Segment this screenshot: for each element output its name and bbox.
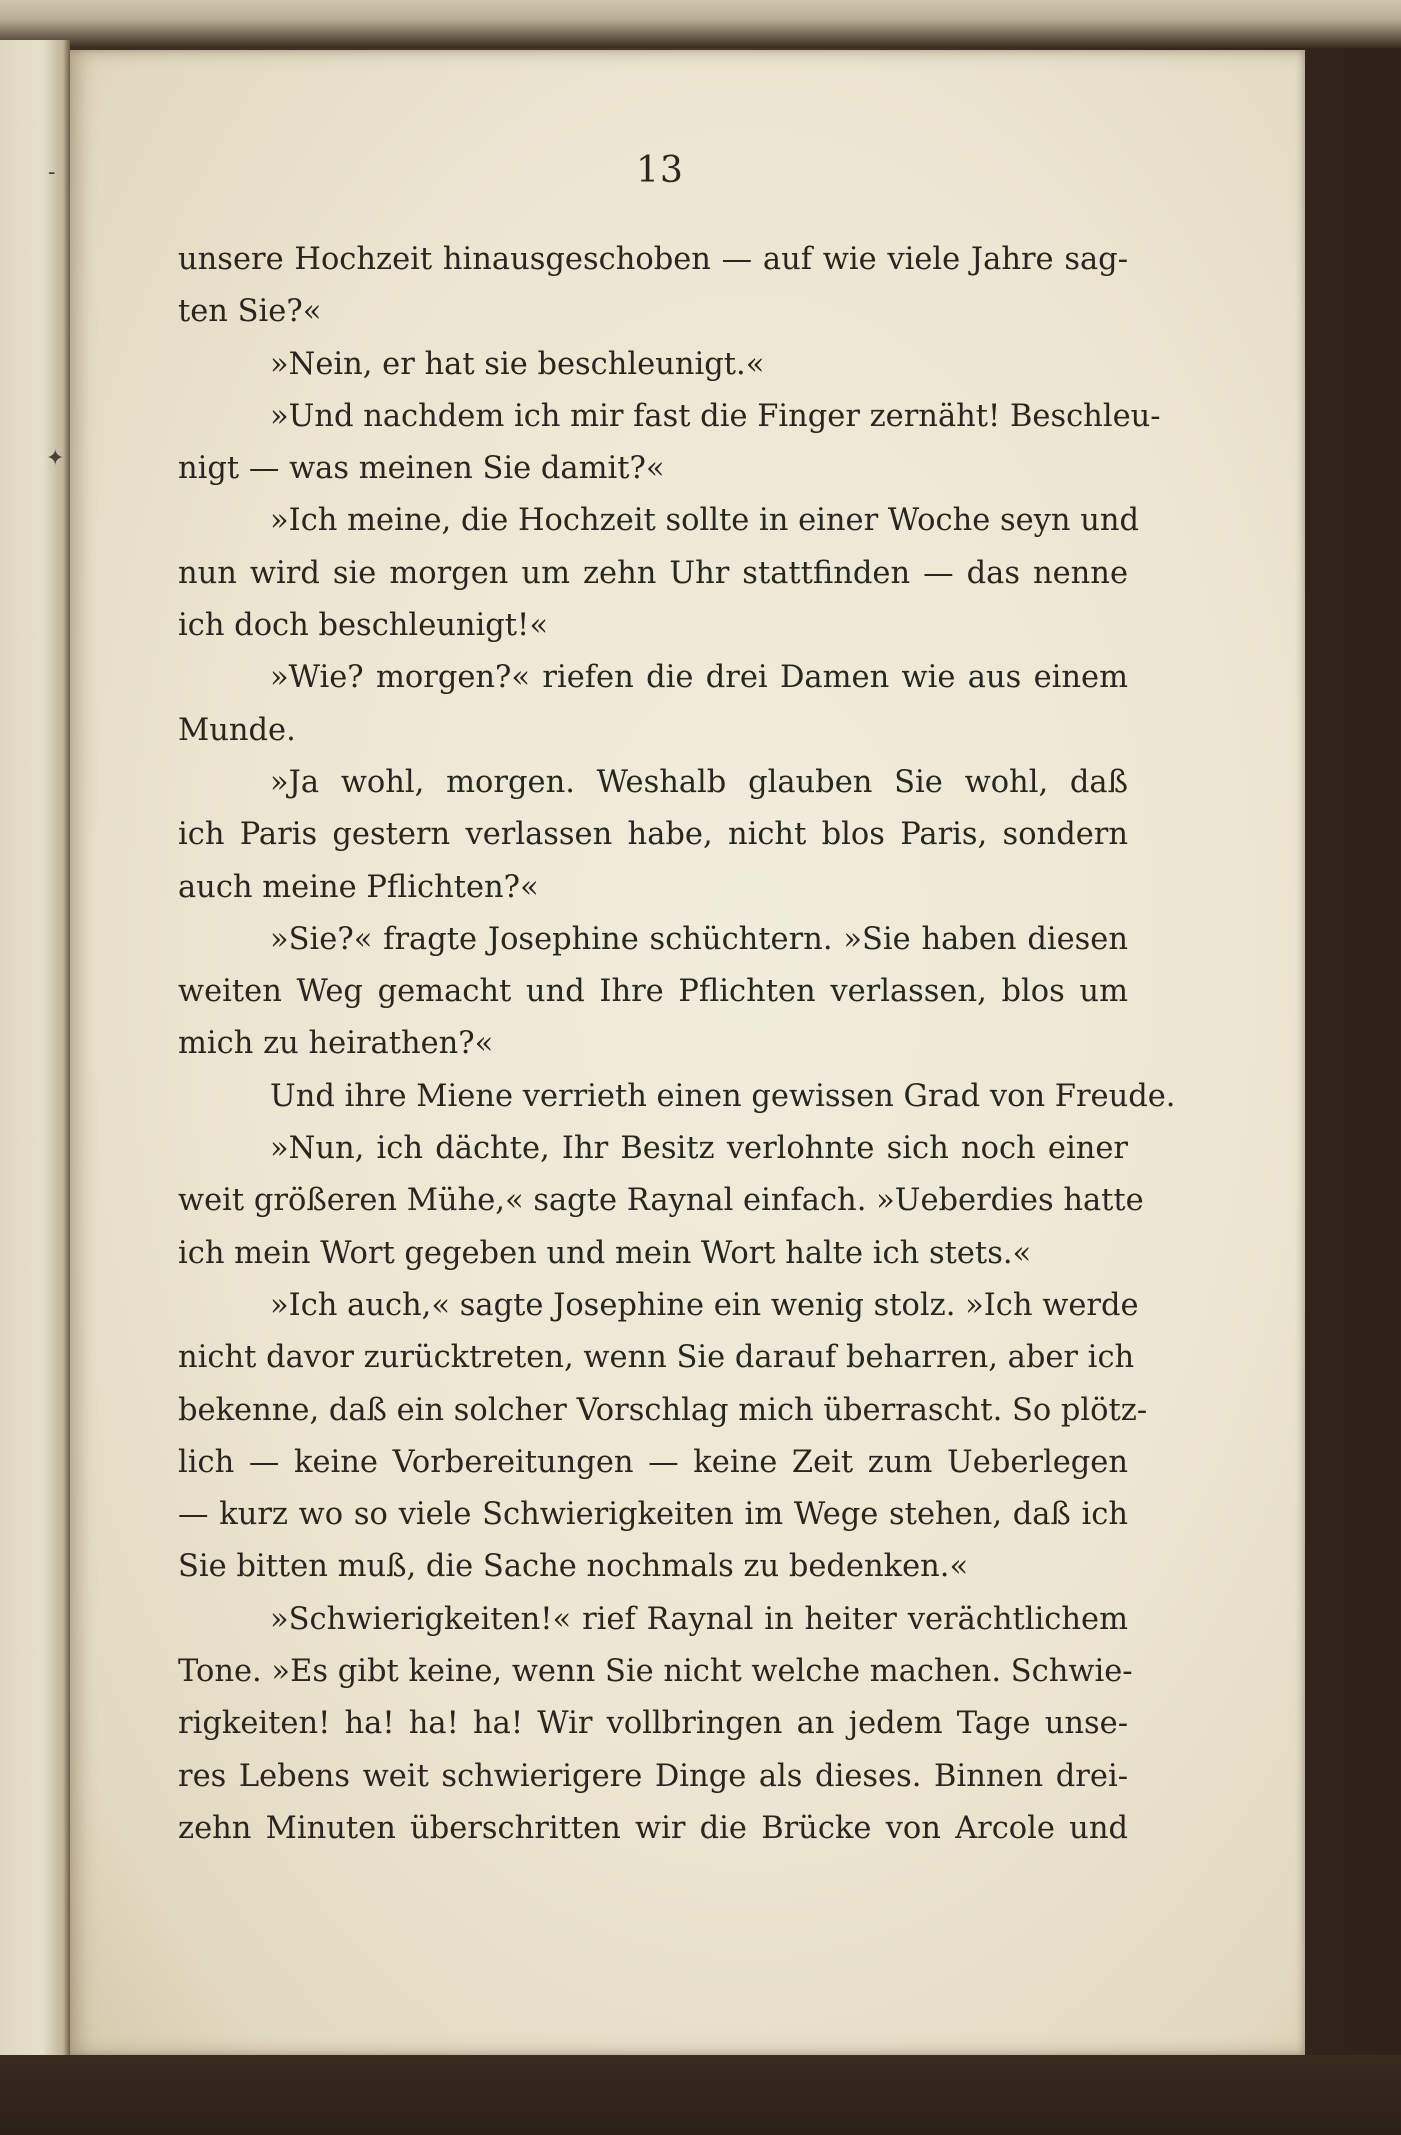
text-line: Munde. [178,712,296,748]
book-bottom-edge [0,2055,1401,2135]
text-line: nun wird sie morgen um zehn Uhr stattfinden — das nenne [178,555,1128,591]
text-line: ten Sie?« [178,294,322,330]
text-line: ich mein Wort gegeben und mein Wort halte ich stets.« [178,1235,1032,1271]
text-line: ich doch beschleunigt!« [178,608,548,644]
text-line: auch meine Pflichten?« [178,869,539,905]
text-line: res Lebens weit schwierigere Dinge als dieses. Binnen drei- [178,1758,1128,1794]
text-line: mich zu heirathen?« [178,1026,494,1062]
book-top-edge [0,0,1401,48]
text-line: nigt — was meinen Sie damit?« [178,451,665,487]
text-line: Sie bitten muß, die Sache nochmals zu bedenken.« [178,1549,969,1585]
text-line: »Nun, ich dächte, Ihr Besitz verlohnte sich noch einer [270,1131,1128,1167]
page-text [178,234,1176,1855]
text-line: Tone. »Es gibt keine, wenn Sie nicht welche machen. Schwie- [178,1654,1133,1690]
text-line: weit größeren Mühe,« sagte Raynal einfach. »Ueberdies hatte [178,1183,1144,1219]
text-line: Und ihre Miene verrieth einen gewissen Grad von Freude. [270,1078,1176,1114]
text-line: weiten Weg gemacht und Ihre Pflichten verlassen, blos um [178,974,1128,1010]
text-line: — kurz wo so viele Schwierigkeiten im Wege stehen, daß ich [178,1497,1128,1533]
text-line: unsere Hochzeit hinausgeschoben — auf wie viele Jahre sag- [178,242,1128,277]
text-line: rigkeiten! ha! ha! ha! Wir vollbringen an jedem Tage unse- [178,1706,1128,1742]
text-line: »Ich meine, die Hochzeit sollte in einer Woche seyn und [270,503,1140,539]
text-line: »Und nachdem ich mir fast die Finger zernäht! Beschleu- [270,398,1161,434]
margin-mark: ✦ [46,446,65,471]
text-line: ich Paris gestern verlassen habe, nicht blos Paris, sondern [178,817,1128,853]
text-line: lich — keine Vorbereitungen — keine Zeit zum Ueberlegen [178,1444,1128,1480]
page-number: 13 [636,150,684,191]
text-line: »Sie?« fragte Josephine schüchtern. »Sie haben diesen [270,921,1128,957]
facing-page-edge [0,40,70,2090]
text-line: nicht davor zurücktreten, wenn Sie darauf beharren, aber ich [178,1340,1135,1376]
text-line: »Wie? morgen?« riefen die drei Damen wie aus einem [270,660,1128,696]
text-line: »Ich auch,« sagte Josephine ein wenig stolz. »Ich werde [270,1287,1139,1323]
text-line: »Nein, er hat sie beschleunigt.« [270,346,765,382]
text-line: »Schwierigkeiten!« rief Raynal in heiter verächtlichem [270,1601,1128,1637]
margin-mark: ‑ [48,160,56,185]
text-line: bekenne, daß ein solcher Vorschlag mich überrascht. So plötz- [178,1392,1148,1428]
text-line: zehn Minuten überschritten wir die Brücke von Arcole und [178,1810,1128,1846]
text-line: »Ja wohl, morgen. Weshalb glauben Sie wohl, daß [270,764,1128,800]
